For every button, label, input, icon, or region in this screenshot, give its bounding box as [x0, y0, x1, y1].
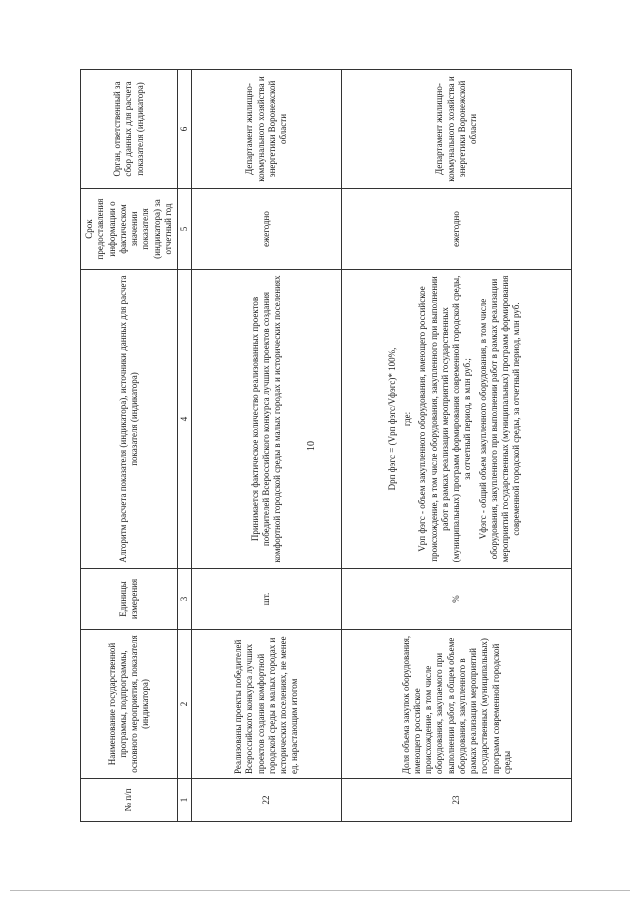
column-number-row: [178, 70, 192, 822]
column-number: 6: [178, 70, 192, 189]
column-number: 4: [178, 270, 192, 569]
header-num: № п/п: [81, 779, 178, 822]
row-term: ежегодно: [192, 189, 342, 270]
indicator-table-container: [80, 42, 640, 862]
row-formula: Принимается фактическое количество реализованных проектов победителей Всероссийского конкурса лучших проектов создания комфортной городской среды в малых городах и исторических поселениях: [192, 270, 342, 569]
header-organ: Орган, ответственный за сбор данных для расчета показателя (индикатора): [81, 70, 178, 189]
row-formula: [342, 270, 572, 569]
row-unit: шт.: [192, 569, 342, 630]
row-unit: %: [342, 569, 572, 630]
header-unit: Единицы измерения: [81, 569, 178, 630]
column-number: 5: [178, 189, 192, 270]
page-number: 10: [306, 441, 317, 451]
row-num: 22: [192, 779, 342, 822]
formula-where: где:: [402, 411, 413, 427]
row-name: Доля объема закупок оборудования, имеющего российское происхождение, в том числе оборудования, закупаемого при выполнении работ, в общем объеме оборудования, закупленного в рамках реализации мероприятий государственных (муниципальных) программ современной городской среды: [342, 630, 572, 779]
table-row: [192, 70, 342, 822]
column-number: 3: [178, 569, 192, 630]
page-bottom-rule: [10, 890, 630, 891]
table-row: [342, 70, 572, 822]
row-name: Реализованы проекты победителей Всероссийского конкурса лучших проектов создания комфортной городской среды в малых городах и исторических поселениях, не менее ед. нарастающим итогом: [192, 630, 342, 779]
formula-numerator-desc: Vрп фэгс - объем закупленного оборудования, имеющего российское происхождение, в том числе оборудования, закупленного при выполнении работ в рамках реализации мероприятий государственных (муниципальных) программ формирования современной городской среды, за отчетный период, в млн руб.;: [417, 275, 473, 563]
table-header-row: [81, 70, 178, 822]
row-organ: Департамент жилищно-коммунального хозяйства и энергетики Воронежской области: [192, 70, 342, 189]
column-number: 2: [178, 630, 192, 779]
column-number: 1: [178, 779, 192, 822]
indicator-table: [80, 69, 572, 822]
header-name: Наименование государственной программы, подпрограммы, основного мероприятия, показателя (индикатора): [81, 630, 178, 779]
row-organ: Департамент жилищно-коммунального хозяйства и энергетики Воронежской области: [342, 70, 572, 189]
formula-main: Dрп фэгс = (Vрп фэгс/Vфэгс)* 100%,: [386, 347, 397, 491]
header-formula: Алгоритм расчета показателя (индикатора), источники данных для расчета показателя (индикатора): [81, 270, 178, 569]
header-term: Срок предоставления информации о фактическом значении показателя (индикатора) за отчетный год: [81, 189, 178, 270]
row-num: 23: [342, 779, 572, 822]
row-term: ежегодно: [342, 189, 572, 270]
formula-denominator-desc: Vфэгс - общий объем закупленного оборудования, в том числе оборудования, закупленного при выполнении работ в рамках реализации мероприятий государственных (муниципальных) программ формирования современной городской среды, за отчетный период, млн руб.: [477, 275, 522, 563]
